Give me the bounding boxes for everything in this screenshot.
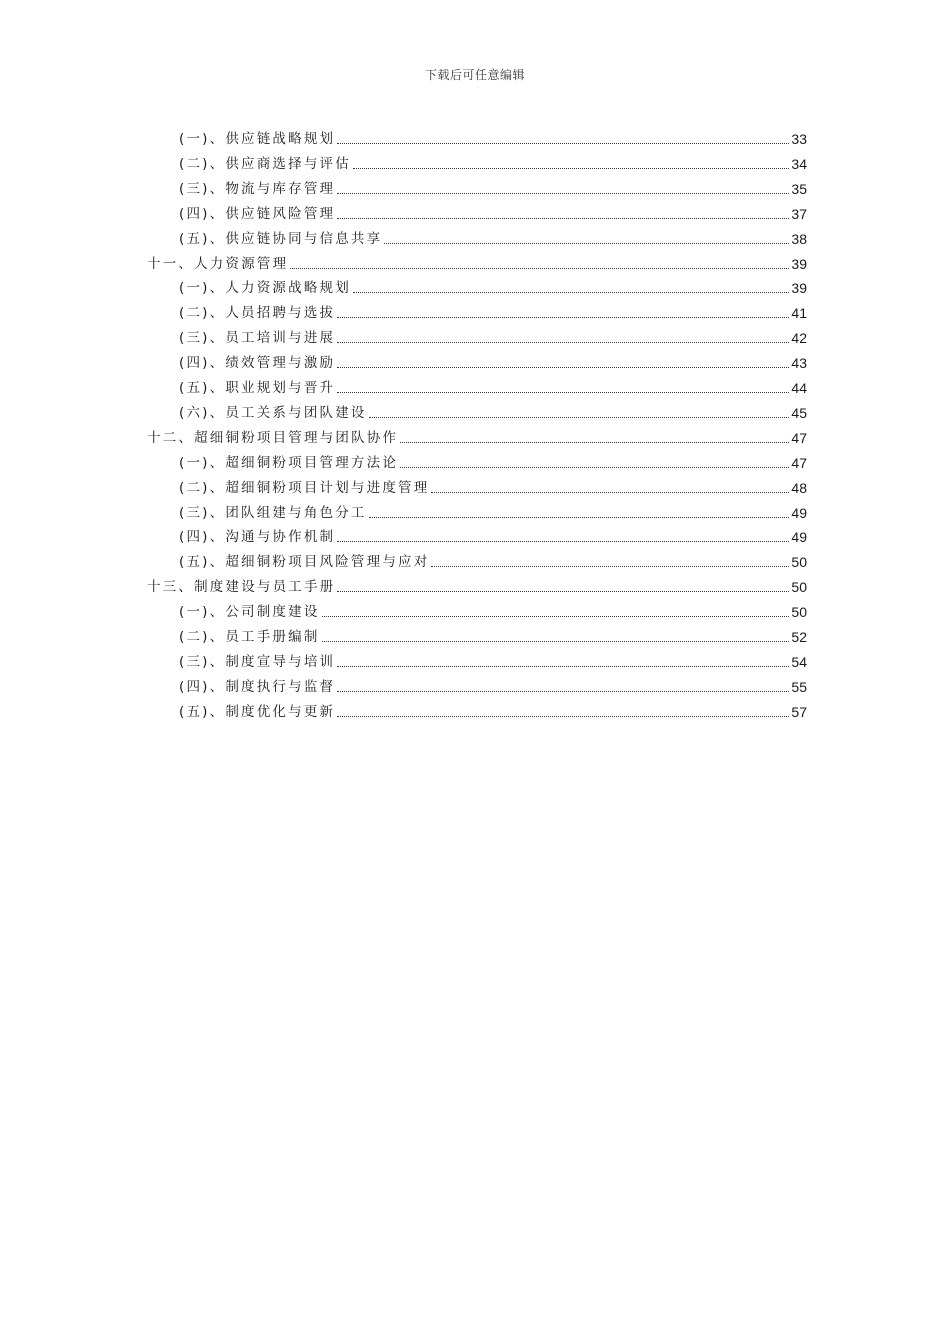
toc-section-entry[interactable]	[179, 599, 807, 621]
toc-section-entry[interactable]	[179, 400, 807, 422]
toc-page-number: 39	[791, 255, 807, 272]
toc-dot-leader	[337, 665, 789, 667]
toc-page-number: 42	[791, 330, 807, 347]
toc-entry-title: 十一、人力资源管理	[147, 255, 289, 272]
toc-dot-leader	[322, 615, 790, 617]
toc-chapter-entry[interactable]	[147, 251, 807, 273]
toc-dot-leader	[290, 267, 789, 269]
toc-section-entry[interactable]	[179, 450, 807, 472]
toc-page-number: 45	[791, 404, 807, 421]
toc-page-number: 35	[791, 180, 807, 197]
toc-page-number: 33	[791, 131, 807, 147]
toc-dot-leader	[400, 441, 789, 443]
toc-page-number: 39	[791, 280, 807, 297]
toc-page-number: 37	[791, 205, 807, 222]
toc-section-entry[interactable]	[179, 524, 807, 546]
toc-entry-title: (一)、人力资源战略规划	[179, 280, 351, 297]
toc-section-entry[interactable]	[179, 226, 807, 248]
toc-section-entry[interactable]	[179, 649, 807, 671]
toc-entry-title: (二)、员工手册编制	[179, 629, 320, 645]
toc-dot-leader	[431, 491, 789, 493]
toc-entry-title: (五)、制度优化与更新	[179, 703, 336, 720]
toc-page-number: 47	[791, 429, 807, 446]
toc-page-number: 38	[791, 230, 807, 247]
toc-entry-title: (二)、供应商选择与评估	[179, 155, 351, 172]
toc-page-number: 47	[791, 454, 807, 471]
toc-dot-leader	[337, 142, 789, 144]
toc-dot-leader	[337, 366, 789, 368]
toc-page-number: 57	[791, 703, 807, 720]
toc-section-entry[interactable]	[179, 151, 807, 173]
toc-section-entry[interactable]	[179, 126, 807, 148]
toc-entry-title: (二)、人员招聘与选拔	[179, 305, 336, 322]
toc-page-number: 43	[791, 355, 807, 372]
toc-chapter-entry[interactable]	[147, 574, 807, 596]
toc-entry-title: (三)、团队组建与角色分工	[179, 504, 367, 521]
toc-dot-leader	[337, 341, 789, 343]
toc-dot-leader	[353, 167, 789, 169]
page-header: 下载后可任意编辑	[424, 68, 525, 82]
toc-entry-title: (四)、供应链风险管理	[179, 205, 336, 222]
toc-section-entry[interactable]	[179, 300, 807, 322]
toc-dot-leader	[369, 516, 790, 518]
toc-page-number: 50	[791, 604, 807, 621]
toc-entry-title: (一)、超细铜粉项目管理方法论	[179, 454, 399, 471]
toc-section-entry[interactable]	[179, 624, 807, 646]
toc-section-entry[interactable]	[179, 500, 807, 522]
toc-entry-title: (四)、沟通与协作机制	[179, 529, 336, 546]
toc-page-number: 54	[791, 653, 807, 670]
toc-page-number: 50	[791, 579, 807, 596]
toc-dot-leader	[337, 217, 789, 219]
toc-dot-leader	[353, 291, 789, 293]
toc-section-entry[interactable]	[179, 674, 807, 696]
toc-entry-title: (一)、公司制度建设	[179, 604, 320, 621]
toc-entry-title: (三)、员工培训与进展	[179, 330, 336, 347]
toc-dot-leader	[337, 192, 789, 194]
toc-dot-leader	[337, 391, 789, 393]
toc-page-number: 41	[791, 305, 807, 322]
toc-entry-title: (六)、员工关系与团队建设	[179, 404, 367, 421]
toc-entry-title: (二)、超细铜粉项目计划与进度管理	[179, 479, 430, 496]
toc-page-number: 48	[791, 479, 807, 496]
toc-dot-leader	[369, 416, 790, 418]
toc-dot-leader	[337, 715, 789, 717]
toc-dot-leader	[431, 565, 789, 567]
toc-section-entry[interactable]	[179, 275, 807, 297]
toc-page-number: 49	[791, 529, 807, 546]
toc-dot-leader	[337, 540, 789, 542]
toc-section-entry[interactable]	[179, 350, 807, 372]
toc-section-entry[interactable]	[179, 176, 807, 198]
toc-page-number: 50	[791, 554, 807, 571]
toc-page-number: 44	[791, 380, 807, 396]
toc-section-entry[interactable]	[179, 201, 807, 223]
toc-page-number: 34	[791, 155, 807, 172]
toc-section-entry[interactable]	[179, 475, 807, 497]
toc-entry-title: (五)、超细铜粉项目风险管理与应对	[179, 554, 430, 571]
toc-dot-leader	[384, 242, 789, 244]
toc-dot-leader	[337, 590, 789, 592]
toc-dot-leader	[337, 690, 789, 692]
toc-entry-title: (三)、物流与库存管理	[179, 180, 336, 197]
toc-entry-title: (五)、供应链协同与信息共享	[179, 230, 383, 247]
toc-section-entry[interactable]	[179, 325, 807, 347]
toc-page-number: 55	[791, 678, 807, 695]
toc-dot-leader	[337, 316, 789, 318]
toc-entry-title: 十三、制度建设与员工手册	[147, 579, 336, 596]
toc-entry-title: (四)、绩效管理与激励	[179, 355, 336, 372]
toc-entry-title: (一)、供应链战略规划	[179, 131, 336, 147]
toc-section-entry[interactable]	[179, 549, 807, 571]
toc-chapter-entry[interactable]	[147, 425, 807, 447]
toc-page-number: 52	[791, 629, 807, 645]
toc-section-entry[interactable]	[179, 375, 807, 397]
toc-dot-leader	[400, 466, 789, 468]
toc-dot-leader	[322, 640, 790, 642]
toc-page-number: 49	[791, 504, 807, 521]
toc-section-entry[interactable]	[179, 699, 807, 721]
toc-entry-title: (三)、制度宣导与培训	[179, 653, 336, 670]
toc-entry-title: 十二、超细铜粉项目管理与团队协作	[147, 429, 399, 446]
toc-entry-title: (五)、职业规划与晋升	[179, 380, 336, 396]
toc-entry-title: (四)、制度执行与监督	[179, 678, 336, 695]
